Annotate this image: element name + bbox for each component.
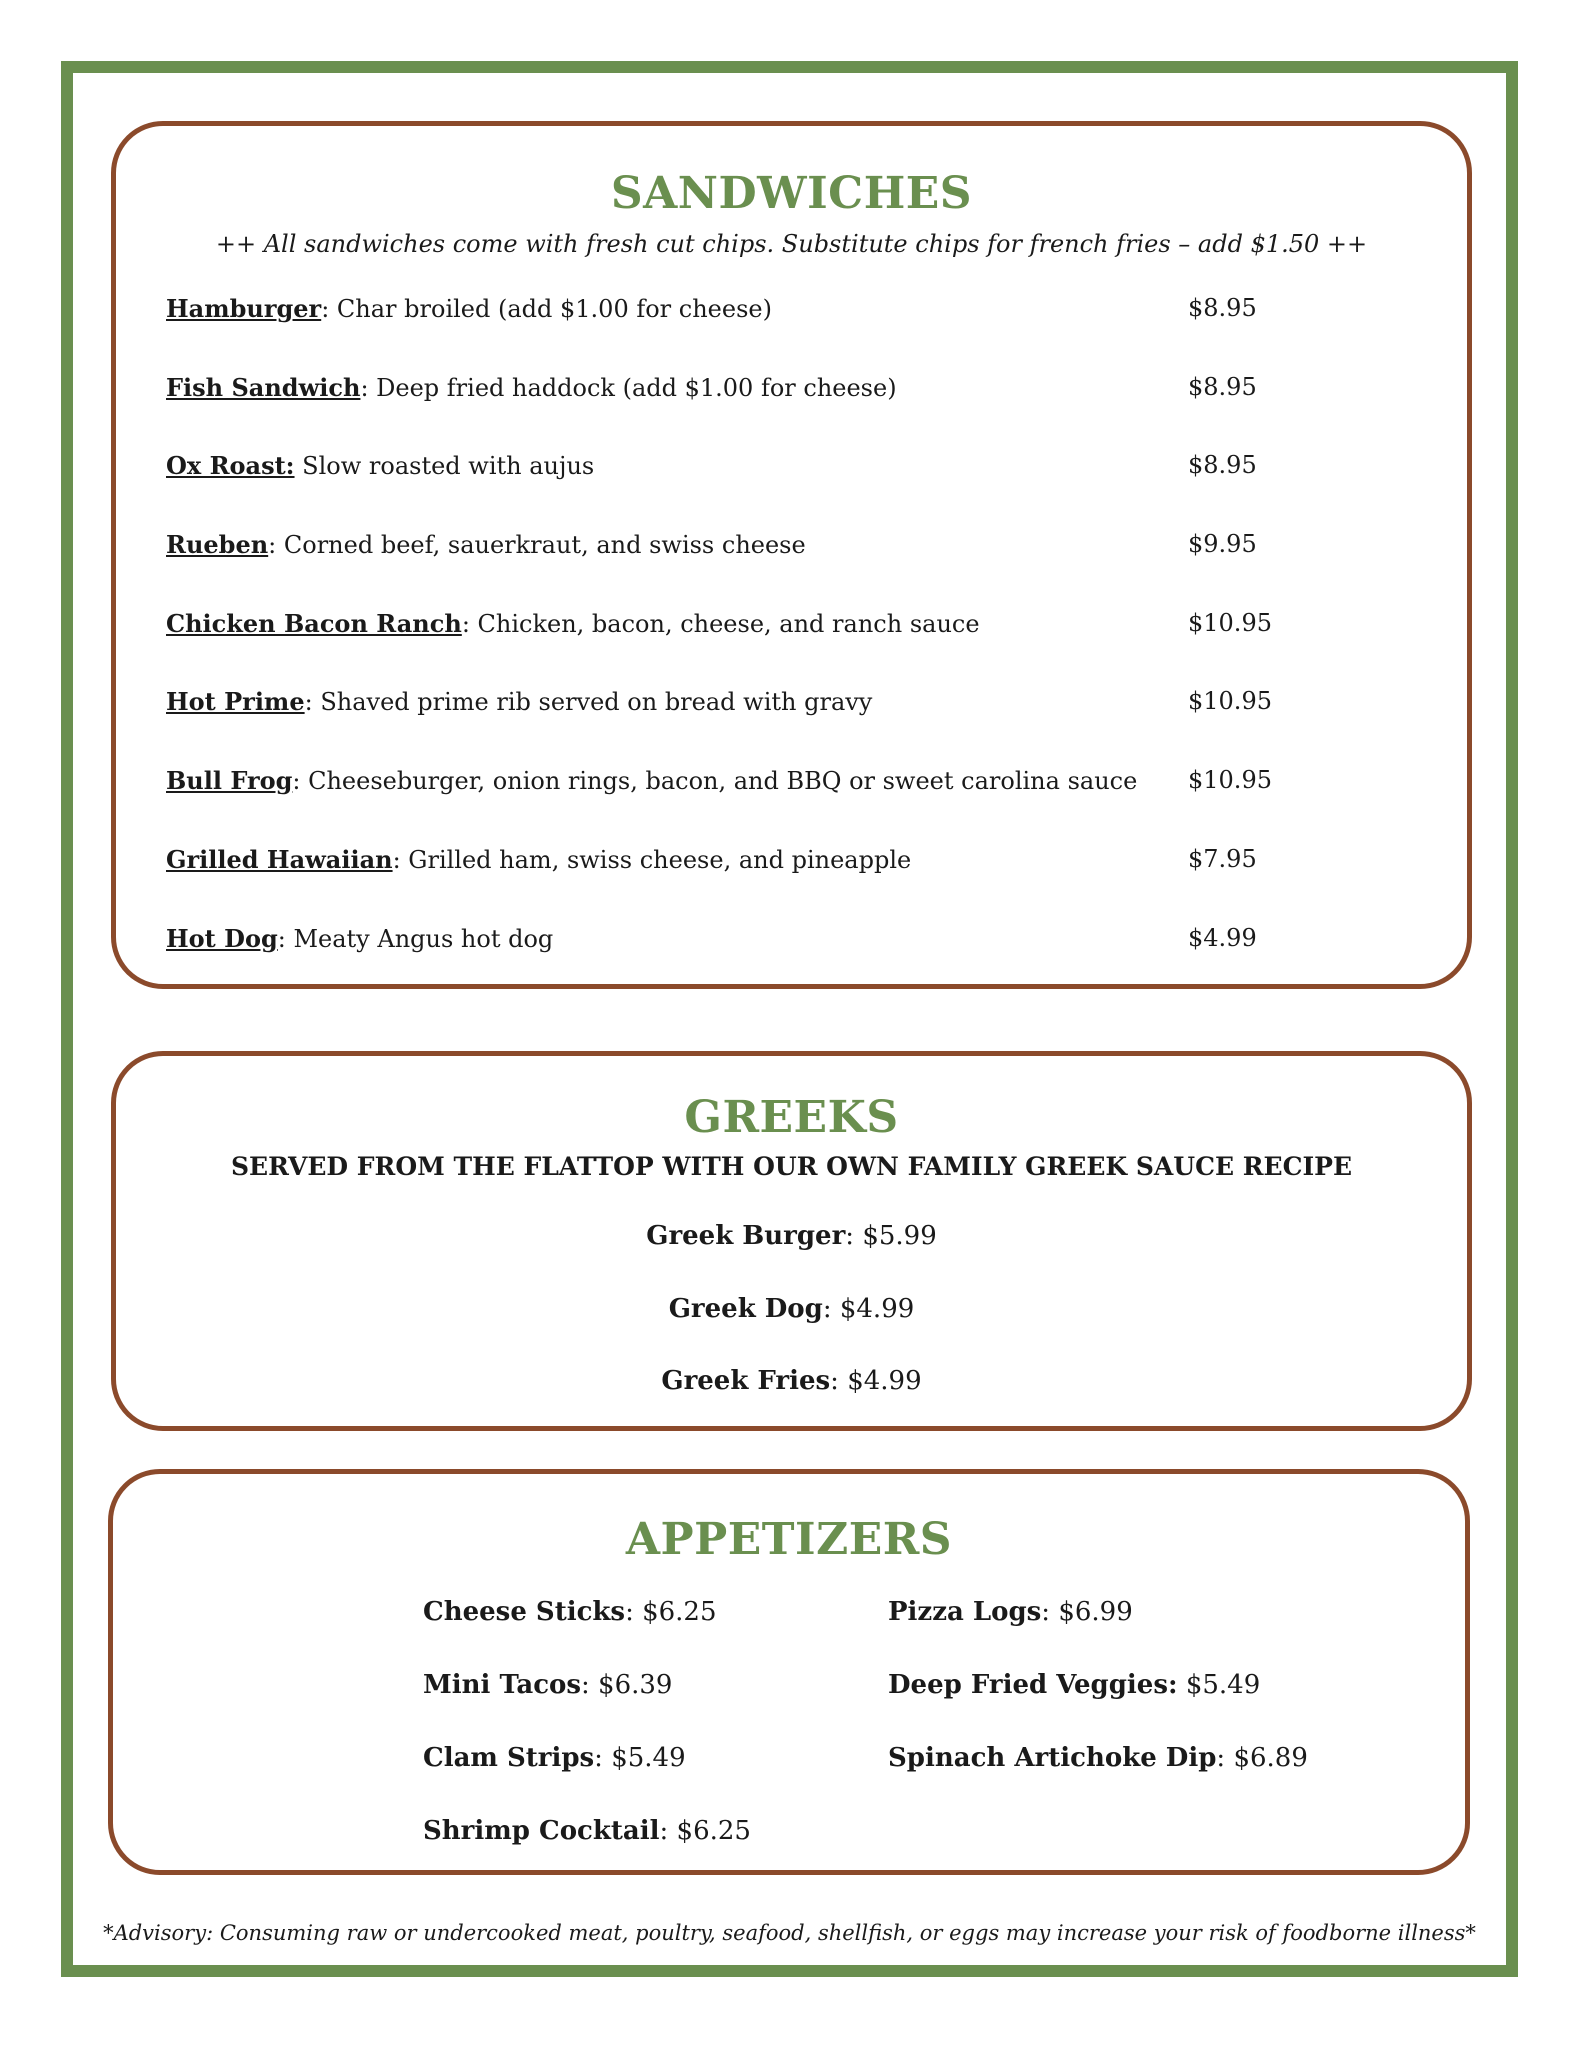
- item-name: Grilled Hawaiian: [166, 845, 393, 874]
- item-description: Char broiled (add $1.00 for cheese): [336, 295, 772, 323]
- sandwiches-note: ++ All sandwiches come with fresh cut chips. Substitute chips for french fries – add $1.50 ++: [215, 230, 1368, 258]
- item-description: Corned beef, sauerkraut, and swiss cheese: [283, 531, 806, 559]
- item-name: Shrimp Cocktail: [423, 1816, 660, 1846]
- item-separator: :: [392, 846, 409, 874]
- item-separator: :: [461, 610, 478, 638]
- item-description: Shaved prime rib served on bread with gravy: [320, 688, 873, 716]
- item-name: Greek Burger: [646, 1221, 846, 1251]
- item-price: : $6.39: [581, 1670, 673, 1700]
- advisory-footnote: *Advisory: Consuming raw or undercooked meat, poultry, seafood, shellfish, or eggs may increase your risk of foodborne illness*: [103, 1921, 1476, 1945]
- item-price: : $4.99: [822, 1294, 915, 1324]
- item-separator: :: [360, 374, 377, 402]
- item-description: Meaty Angus hot dog: [293, 925, 554, 953]
- item-price: $8.95: [1188, 451, 1257, 479]
- menu-item-grilled-hawaiian: [166, 845, 1426, 879]
- appetizers-heading: APPETIZERS: [625, 1514, 953, 1565]
- item-description: Chicken, bacon, cheese, and ranch sauce: [477, 610, 980, 638]
- item-name: Greek Dog: [668, 1294, 823, 1324]
- item-separator: :: [292, 767, 309, 795]
- item-price: : $6.25: [625, 1597, 717, 1627]
- menu-item-hamburger: [166, 294, 1426, 328]
- menu-item-spinach-artichoke-dip: [888, 1743, 1308, 1773]
- item-name: Pizza Logs: [888, 1597, 1042, 1627]
- menu-item-pizza-logs: [888, 1597, 1133, 1627]
- menu-item-ox-roast: [166, 451, 1426, 485]
- item-price: $9.95: [1188, 530, 1257, 558]
- menu-item-hot-prime: [166, 687, 1426, 721]
- menu-item-greek-burger: [116, 1221, 1467, 1251]
- item-name: Chicken Bacon Ranch: [166, 609, 462, 638]
- menu-item-greek-fries: [116, 1366, 1467, 1396]
- item-name: Spinach Artichoke Dip: [888, 1743, 1217, 1773]
- item-price: : $6.25: [659, 1816, 751, 1846]
- menu-item-chicken-bacon-ranch: [166, 609, 1426, 643]
- item-price: $8.95: [1188, 373, 1257, 401]
- menu-item-shrimp-cocktail: [423, 1816, 751, 1846]
- item-name: Fish Sandwich: [166, 373, 361, 402]
- item-separator: :: [268, 531, 284, 559]
- item-separator: :: [321, 295, 337, 323]
- sandwiches-panel: [111, 121, 1472, 989]
- item-name: Cheese Sticks: [423, 1597, 626, 1627]
- menu-item-mini-tacos: [423, 1670, 672, 1700]
- item-name: Mini Tacos: [423, 1670, 582, 1700]
- item-name: Ox Roast:: [166, 451, 295, 480]
- menu-item-deep-fried-veggies: [888, 1670, 1260, 1700]
- menu-item-fish-sandwich: [166, 373, 1426, 407]
- item-name: Hot Prime: [166, 687, 305, 716]
- menu-item-bull-frog: [166, 766, 1426, 800]
- item-price: $8.95: [1188, 294, 1257, 322]
- item-name: Deep Fried Veggies:: [888, 1670, 1178, 1700]
- greeks-panel: [111, 1051, 1472, 1431]
- item-price: $5.49: [1177, 1670, 1261, 1700]
- item-price: $4.99: [1188, 924, 1257, 952]
- item-name: Hot Dog: [166, 924, 278, 953]
- appetizers-panel: [108, 1469, 1470, 1875]
- item-price: $7.95: [1188, 845, 1257, 873]
- item-price: : $6.99: [1041, 1597, 1133, 1627]
- item-price: : $5.49: [594, 1743, 686, 1773]
- item-name: Rueben: [166, 530, 269, 559]
- item-name: Hamburger: [166, 294, 322, 323]
- sandwiches-heading: SANDWICHES: [610, 168, 973, 219]
- item-price: : $6.89: [1216, 1743, 1308, 1773]
- item-price: $10.95: [1188, 687, 1272, 715]
- menu-item-greek-dog: [116, 1294, 1467, 1324]
- item-price: : $5.99: [845, 1221, 937, 1251]
- menu-item-hot-dog: [166, 924, 1426, 958]
- menu-item-rueben: [166, 530, 1426, 564]
- item-separator: :: [277, 925, 294, 953]
- menu-item-cheese-sticks: [423, 1597, 717, 1627]
- item-description: Deep fried haddock (add $1.00 for cheese): [376, 374, 897, 402]
- item-name: Clam Strips: [423, 1743, 595, 1773]
- item-price: $10.95: [1188, 609, 1272, 637]
- item-description: Slow roasted with aujus: [302, 452, 595, 480]
- menu-item-clam-strips: [423, 1743, 686, 1773]
- greeks-subtitle: SERVED FROM THE FLATTOP WITH OUR OWN FAMILY GREEK SAUCE RECIPE: [230, 1152, 1353, 1181]
- item-price: $10.95: [1188, 766, 1272, 794]
- greeks-heading: GREEKS: [684, 1092, 899, 1143]
- item-name: Greek Fries: [661, 1366, 831, 1396]
- item-description: Grilled ham, swiss cheese, and pineapple: [408, 846, 912, 874]
- item-description: Cheeseburger, onion rings, bacon, and BBQ or sweet carolina sauce: [308, 767, 1138, 795]
- item-name: Bull Frog: [166, 766, 293, 795]
- item-price: : $4.99: [830, 1366, 922, 1396]
- item-separator: :: [304, 688, 321, 716]
